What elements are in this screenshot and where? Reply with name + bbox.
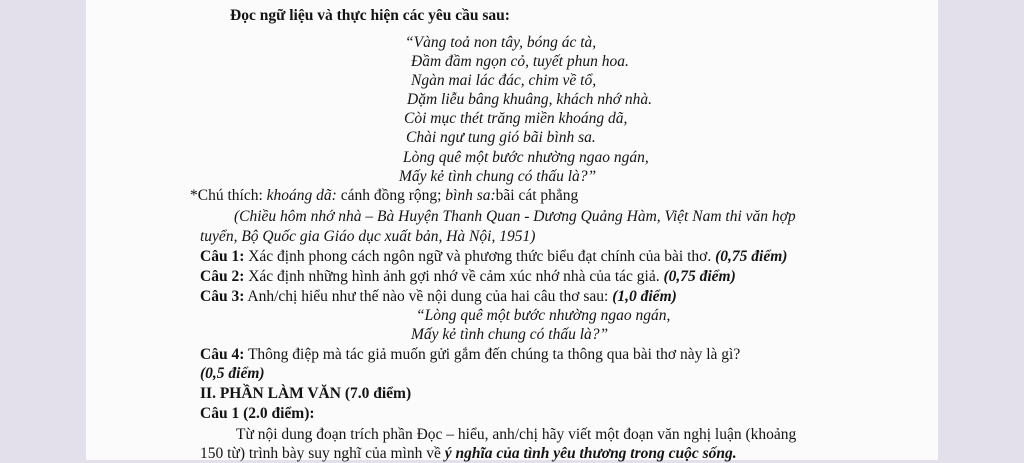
source-line: (Chiều hôm nhớ nhà – Bà Huyện Thanh Quan - Dương Quảng Hàm, Việt Nam thi văn hợp: [234, 208, 796, 225]
essay-prompt-line: [200, 444, 737, 463]
question-4: [200, 345, 740, 364]
note-prefix: *Chú thích:: [190, 187, 267, 204]
question-2: [200, 267, 736, 286]
note: [190, 186, 578, 205]
essay-prompt-line: Từ nội dung đoạn trích phần Đọc – hiểu, anh/chị hãy viết một đoạn văn nghị luận (khoảng: [236, 426, 797, 443]
document-page: [86, 0, 938, 460]
poem-line: Chài ngư tung gió bãi bình sa.: [406, 129, 596, 146]
question-text: Thông điệp mà tác giả muốn gửi gắm đến chúng ta thông qua bài thơ này là gì?: [244, 346, 741, 363]
essay-question-title: Câu 1 (2.0 điểm):: [200, 405, 315, 422]
question-points: (1,0 điểm): [612, 288, 677, 305]
question-1: [200, 247, 787, 266]
poem-line: “Vàng toả non tây, bóng ác tà,: [405, 34, 597, 51]
question-text: Xác định phong cách ngôn ngữ và phương thức biểu đạt chính của bài thơ.: [244, 248, 716, 265]
question-points: (0,75 điểm): [715, 248, 788, 265]
question-3: [200, 287, 677, 306]
poem-line: Dặm liễu bâng khuâng, khách nhớ nhà.: [407, 91, 653, 108]
question-points: (0,75 điểm): [663, 268, 736, 285]
poem-line: Còi mục thét trăng miền khoáng dã,: [404, 110, 628, 127]
question-label: Câu 3:: [200, 288, 245, 305]
essay-topic: ý nghĩa của tình yêu thương trong cuộc sống.: [444, 445, 737, 462]
poem-line: Mấy kẻ tình chung có thấu là?”: [399, 168, 597, 185]
note-definition: bãi cát phẳng: [495, 187, 579, 204]
quote-line: “Lòng quê một bước nhường ngao ngán,: [416, 307, 671, 324]
poem-line: Lòng quê một bước nhường ngao ngán,: [403, 149, 649, 166]
question-label: Câu 1:: [200, 248, 245, 265]
essay-prompt-text: 150 từ) trình bày suy nghĩ của mình về: [200, 445, 445, 462]
note-term: bình sa:: [445, 187, 496, 204]
question-text: Xác định những hình ảnh gợi nhớ về cảm xúc nhớ nhà của tác giả.: [244, 268, 664, 285]
note-definition: cánh đồng rộng;: [336, 187, 446, 204]
question-points: (0,5 điểm): [200, 365, 265, 382]
question-label: Câu 4:: [200, 346, 245, 363]
section-heading: II. PHẦN LÀM VĂN (7.0 điểm): [200, 385, 412, 402]
quote-line: Mấy kẻ tình chung có thấu là?”: [411, 326, 609, 343]
source-line: tuyển, Bộ Quốc gia Giáo dục xuất bản, Hà Nội, 1951): [200, 228, 536, 245]
poem-line: Đầm đầm ngọn cỏ, tuyết phun hoa.: [411, 53, 629, 70]
question-text: Anh/chị hiểu như thế nào về nội dung của hai câu thơ sau:: [244, 288, 613, 305]
question-label: Câu 2:: [200, 268, 245, 285]
instruction: Đọc ngữ liệu và thực hiện các yêu cầu sau:: [230, 7, 510, 24]
note-term: khoáng dã:: [266, 187, 337, 204]
poem-line: Ngàn mai lác đác, chim về tổ,: [411, 72, 597, 89]
